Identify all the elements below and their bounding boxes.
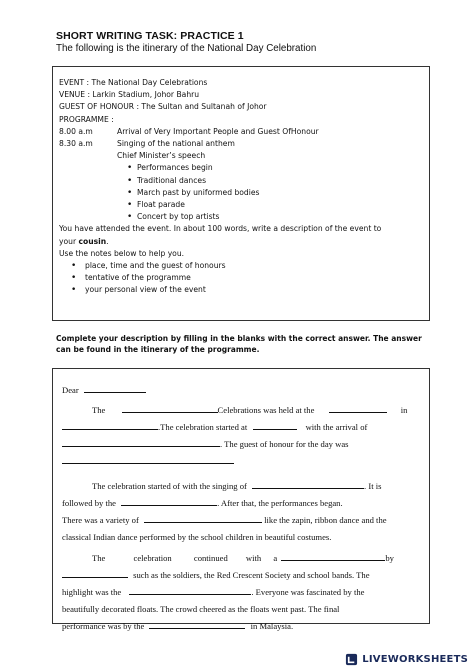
answer-blank[interactable] <box>252 479 364 489</box>
answer-blank[interactable] <box>329 403 387 413</box>
letter-row <box>62 382 420 399</box>
worksheet-subtitle: The following is the itinerary of the National Day Celebration <box>56 43 317 54</box>
letter-text: . Everyone was fascinated by the <box>251 587 365 597</box>
task-line-2: your cousin. <box>59 236 109 246</box>
letter-row <box>62 436 420 453</box>
event-line: EVENT : The National Day Celebrations <box>59 78 208 87</box>
speech-line: Chief Minister’s speech <box>117 151 206 161</box>
letter-row <box>62 419 420 436</box>
guest-line: GUEST OF HONOUR : The Sultan and Sultanah of Johor <box>59 102 267 112</box>
letter-row <box>62 453 420 470</box>
answer-blank[interactable] <box>62 454 234 464</box>
letter-text: in <box>400 405 408 415</box>
letter-text: such as the soldiers, the Red Crescent Society and school bands. The <box>133 570 370 580</box>
letter-row <box>62 618 420 635</box>
programme-bullet: • Performances begin <box>59 162 423 174</box>
letter-text: beautifully decorated floats. The crowd cheered as the floats went past. The final <box>62 604 340 614</box>
letter-row <box>62 495 420 512</box>
letter-text: The <box>92 405 106 415</box>
liveworksheets-brand: LIVEWORKSHEETS <box>362 654 468 665</box>
letter-row <box>62 402 420 419</box>
programme-text: Singing of the national anthem <box>117 139 235 149</box>
letter-text: with <box>245 553 262 563</box>
dear-text: Dear <box>62 385 79 395</box>
letter-text: . After that, the performances began. <box>217 498 343 508</box>
answer-blank[interactable] <box>144 513 262 523</box>
venue-line: VENUE : Larkin Stadium, Johor Bahru <box>59 90 200 100</box>
instruction-text: Complete your description by filling in the blanks with the correct answer. The answer can be found in the itinerary of the programme. <box>56 334 422 354</box>
liveworksheets-footer <box>345 653 468 666</box>
letter-text: performance was by the <box>62 621 145 631</box>
programme-label: PROGRAMME : <box>59 114 114 124</box>
letter-text: followed by the <box>62 498 116 508</box>
answer-blank[interactable] <box>121 496 217 506</box>
letter-row <box>62 478 420 495</box>
note-bullet: • your personal view of the event <box>59 284 423 296</box>
programme-bullet: • March past by uniformed bodies <box>59 187 423 199</box>
programme-bullet: • Concert by top artists <box>59 211 423 223</box>
letter-text: . It is <box>364 481 382 491</box>
letter-text: classical Indian dance performed by the school children in beautiful costumes. <box>62 532 332 542</box>
letter-text: by <box>385 553 394 563</box>
letter-text: in Malaysia. <box>250 621 294 631</box>
answer-blank[interactable] <box>84 383 146 393</box>
programme-bullet: • Traditional dances <box>59 175 423 187</box>
programme-bullet: • Float parade <box>59 199 423 211</box>
notes-label: Use the notes below to help you. <box>59 248 185 258</box>
answer-blank[interactable] <box>62 568 128 578</box>
letter-text: There was a variety of <box>62 515 139 525</box>
answer-blank[interactable] <box>149 619 245 629</box>
letter-row <box>62 567 420 584</box>
answer-blank[interactable] <box>122 403 218 413</box>
note-bullet: • place, time and the guest of honours <box>59 260 423 272</box>
letter-text: continued <box>193 553 228 563</box>
letter-text: .The celebration started at <box>158 422 248 432</box>
programme-text: Arrival of Very Important People and Guest OfHonour <box>117 126 319 136</box>
letter-text: Celebrations was held at the <box>217 405 315 415</box>
letter-text: celebration <box>133 553 172 563</box>
programme-item <box>59 138 423 150</box>
letter-text: with the arrival of <box>305 422 368 432</box>
cousin-word: cousin <box>78 236 107 246</box>
task-line-1: You have attended the event. In about 100 words, write a description of the event to <box>59 224 382 234</box>
note-bullet: • tentative of the programme <box>59 272 423 284</box>
answer-blank[interactable] <box>62 437 220 447</box>
letter-text: a <box>273 553 278 563</box>
letter-text: The <box>92 553 106 563</box>
letter-box <box>52 368 430 631</box>
letter-text: like the zapin, ribbon dance and the <box>264 515 387 525</box>
letter-text: highlight was the <box>62 587 122 597</box>
answer-blank[interactable] <box>281 551 385 561</box>
programme-time: 8.00 a.m <box>59 126 93 136</box>
letter-row <box>62 550 420 567</box>
liveworksheets-logo-icon <box>345 653 358 666</box>
worksheet-title: SHORT WRITING TASK: PRACTICE 1 <box>56 30 244 42</box>
letter-row <box>62 529 420 546</box>
answer-blank[interactable] <box>62 420 158 430</box>
itinerary-box <box>52 66 430 321</box>
letter-row <box>62 512 420 529</box>
letter-text: . The guest of honour for the day was <box>220 439 349 449</box>
letter-text: The celebration started of with the singing of <box>92 481 247 491</box>
answer-blank[interactable] <box>253 420 297 430</box>
programme-item <box>59 126 423 138</box>
letter-row <box>62 584 420 601</box>
answer-blank[interactable] <box>129 585 251 595</box>
programme-time: 8.30 a.m <box>59 139 93 149</box>
letter-row <box>62 601 420 618</box>
worksheet-header <box>56 30 456 55</box>
